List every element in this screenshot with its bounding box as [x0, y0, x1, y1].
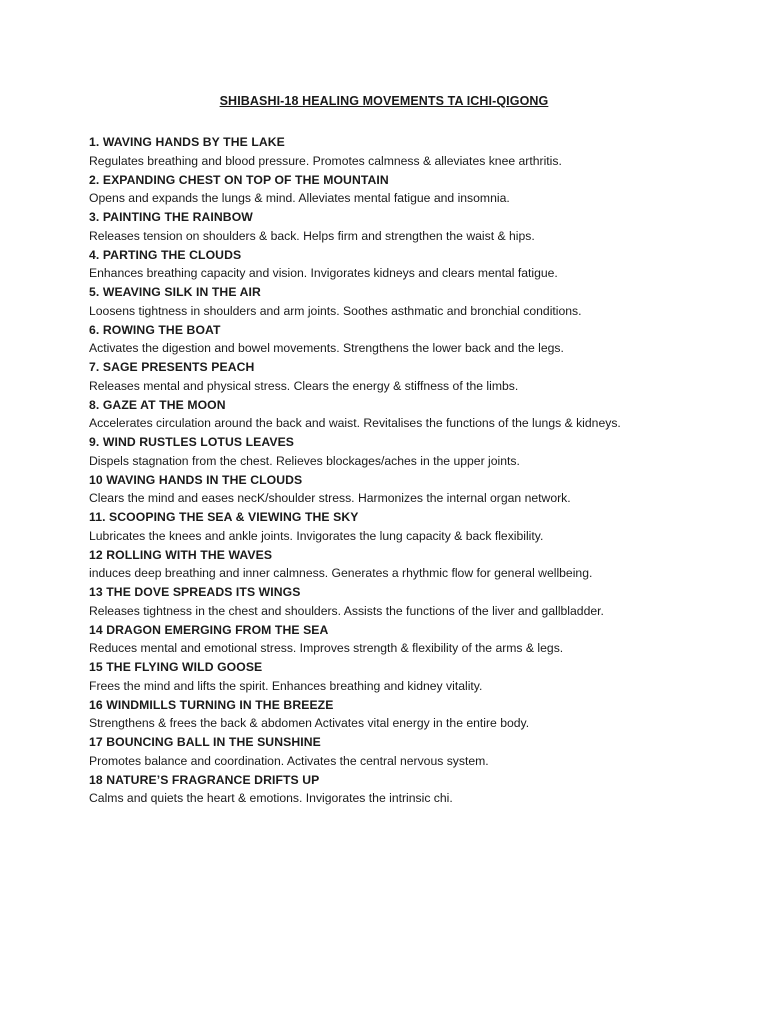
list-item	[89, 546, 749, 584]
movement-description: Calms and quiets the heart & emotions. Invigorates the intrinsic chi.	[89, 791, 453, 806]
movement-title: 12 ROLLING WITH THE WAVES	[89, 547, 273, 562]
list-item	[89, 658, 749, 696]
list-item	[89, 246, 749, 284]
list-item	[89, 133, 749, 171]
movement-description: Clears the mind and eases necK/shoulder stress. Harmonizes the internal organ network.	[89, 491, 571, 506]
movement-description: Lubricates the knees and ankle joints. Invigorates the lung capacity & back flexibility.	[89, 528, 544, 543]
movement-description: induces deep breathing and inner calmness. Generates a rhythmic flow for general wellbeing.	[89, 566, 593, 581]
movement-title: 1. WAVING HANDS BY THE LAKE	[89, 135, 285, 149]
movement-title: 16 WINDMILLS TURNING IN THE BREEZE	[89, 697, 334, 712]
list-item	[89, 771, 749, 809]
movement-description: Opens and expands the lungs & mind. Alleviates mental fatigue and insomnia.	[89, 191, 510, 206]
movement-title: 17 BOUNCING BALL IN THE SUNSHINE	[89, 735, 321, 749]
movement-title: 9. WIND RUSTLES LOTUS LEAVES	[89, 435, 295, 449]
movement-description: Promotes balance and coordination. Activates the central nervous system.	[89, 753, 489, 768]
list-item	[89, 583, 749, 621]
list-item	[89, 208, 749, 246]
list-item	[89, 396, 749, 434]
movement-title: 3. PAINTING THE RAINBOW	[89, 210, 253, 224]
movement-title: 15 THE FLYING WILD GOOSE	[89, 660, 263, 674]
movement-description: Accelerates circulation around the back and waist. Revitalises the functions of the lungs & kidneys.	[89, 416, 621, 431]
movement-description: Loosens tightness in shoulders and arm joints. Soothes asthmatic and bronchial conditions.	[89, 303, 582, 318]
movement-title: 10 WAVING HANDS IN THE CLOUDS	[89, 472, 303, 487]
movement-description: Strengthens & frees the back & abdomen Activates vital energy in the entire body.	[89, 716, 530, 731]
movement-title: 14 DRAGON EMERGING FROM THE SEA	[89, 622, 329, 637]
list-item	[89, 696, 749, 734]
list-item	[89, 358, 749, 396]
list-item	[89, 508, 749, 546]
list-item	[89, 171, 749, 209]
movement-description: Releases tightness in the chest and shoulders. Assists the functions of the liver and gallbladder.	[89, 603, 604, 618]
movement-title: 18 NATURE’S FRAGRANCE DRIFTS UP	[89, 772, 320, 787]
document-title: SHIBASHI-18 HEALING MOVEMENTS TA ICHI-QIGONG	[219, 94, 549, 108]
movement-title: 5. WEAVING SILK IN THE AIR	[89, 285, 261, 299]
movement-description: Dispels stagnation from the chest. Relieves blockages/aches in the upper joints.	[89, 453, 520, 468]
movement-list	[89, 133, 749, 808]
movement-description: Regulates breathing and blood pressure. Promotes calmness & alleviates knee arthritis.	[89, 153, 562, 168]
movement-description: Frees the mind and lifts the spirit. Enhances breathing and kidney vitality.	[89, 678, 483, 693]
movement-title: 11. SCOOPING THE SEA & VIEWING THE SKY	[89, 510, 359, 524]
list-item	[89, 433, 749, 471]
movement-title: 6. ROWING THE BOAT	[89, 322, 221, 337]
list-item	[89, 733, 749, 771]
list-item	[89, 471, 749, 509]
movement-description: Reduces mental and emotional stress. Improves strength & flexibility of the arms & legs.	[89, 641, 564, 656]
movement-title: 4. PARTING THE CLOUDS	[89, 247, 242, 262]
list-item	[89, 621, 749, 659]
movement-description: Releases mental and physical stress. Clears the energy & stiffness of the limbs.	[89, 378, 519, 393]
movement-title: 7. SAGE PRESENTS PEACH	[89, 360, 255, 374]
list-item	[89, 283, 749, 321]
movement-description: Activates the digestion and bowel movements. Strengthens the lower back and the legs.	[89, 341, 564, 356]
movement-title: 8. GAZE AT THE MOON	[89, 397, 226, 412]
movement-description: Releases tension on shoulders & back. Helps firm and strengthen the waist & hips.	[89, 228, 535, 243]
movement-title: 2. EXPANDING CHEST ON TOP OF THE MOUNTAIN	[89, 172, 389, 187]
movement-title: 13 THE DOVE SPREADS ITS WINGS	[89, 585, 301, 599]
list-item	[89, 321, 749, 359]
movement-description: Enhances breathing capacity and vision. Invigorates kidneys and clears mental fatigue.	[89, 266, 558, 281]
